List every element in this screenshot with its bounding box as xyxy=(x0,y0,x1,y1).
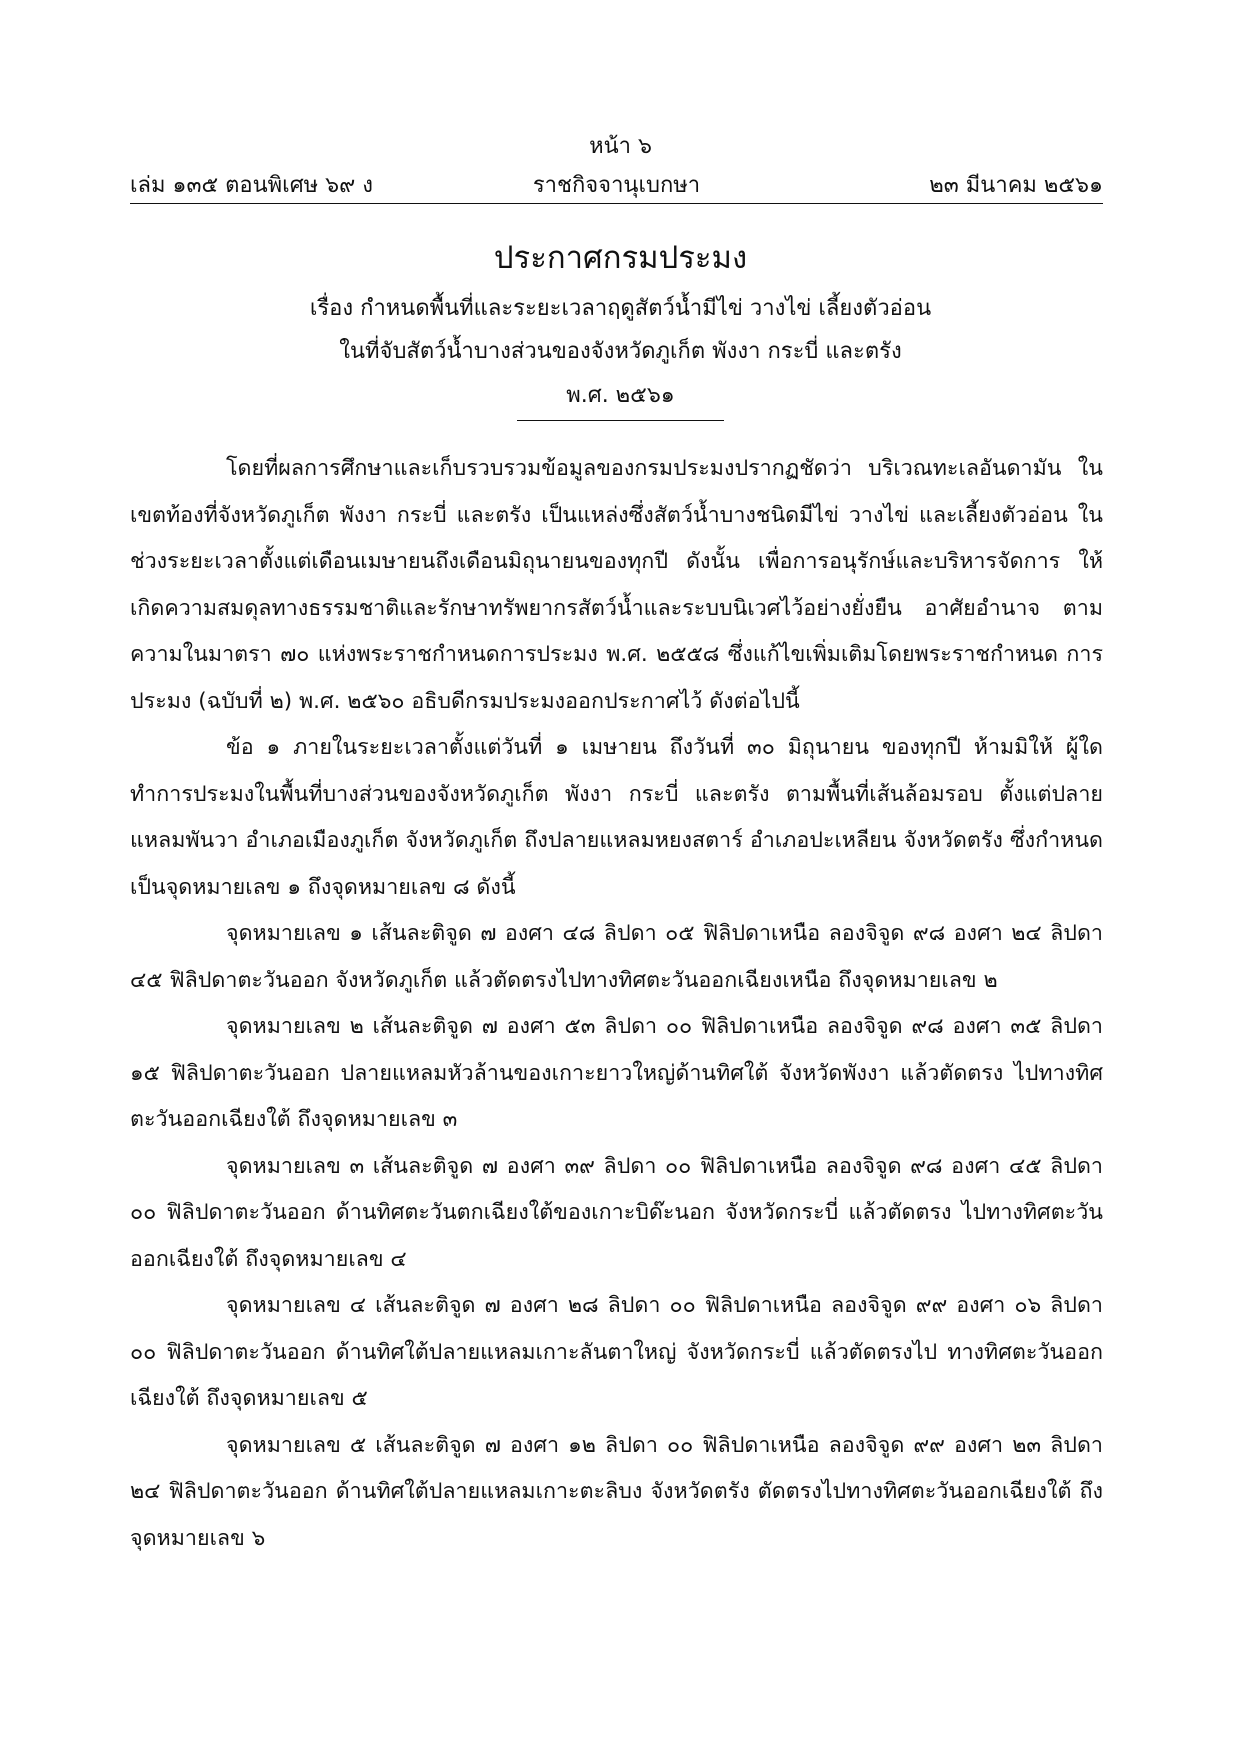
announcement-title: ประกาศกรมประมง xyxy=(493,240,748,276)
gazette-header xyxy=(130,167,1103,199)
paragraph-point-1: จุดหมายเลข ๑ เส้นละติจูด ๗ องศา ๔๘ ลิปดา ๐๕ ฟิลิปดาเหนือ ลองจิจูด ๙๘ องศา ๒๔ ลิปดา ๔๕ ฟิลิปดาตะวันออก จังหวัดภูเก็ต แล้วตัดตรงไปทางทิศตะวันออกเฉียงเหนือ ถึงจุดหมายเลข ๒ xyxy=(130,921,1103,993)
volume-issue: เล่ม ๑๓๕ ตอนพิเศษ ๖๙ ง xyxy=(130,173,373,198)
page-number: หน้า ๖ xyxy=(589,134,652,159)
paragraph-preamble: โดยที่ผลการศึกษาและเก็บรวบรวมข้อมูลของกรมประมงปรากฏชัดว่า บริเวณทะเลอันดามัน ในเขตท้องที่จังหวัดภูเก็ต พังงา กระบี่ และตรัง เป็นแหล่งซึ่งสัตว์น้ำบางชนิดมีไข่ วางไข่ และเลี้ยงตัวอ่อน ในช่วงระยะเวลาตั้งแต่เดือนเมษายนถึงเดือนมิถุนายนของทุกปี ดังนั้น เพื่อการอนุรักษ์และบริหารจัดการ ให้เกิดความสมดุลทางธรรมชาติและรักษาทรัพยากรสัตว์น้ำและระบบนิเวศไว้อย่างยั่งยืน อาศัยอำนาจ ตามความในมาตรา ๗๐ แห่งพระราชกำหนดการประมง พ.ศ. ๒๕๕๘ ซึ่งแก้ไขเพิ่มเติมโดยพระราชกำหนด การประมง (ฉบับที่ ๒) พ.ศ. ๒๕๖๐ อธิบดีกรมประมงออกประกาศไว้ ดังต่อไปนี้ xyxy=(130,456,1103,714)
publication-date: ๒๓ มีนาคม ๒๕๖๑ xyxy=(929,173,1103,198)
subject-line-1: เรื่อง กำหนดพื้นที่และระยะเวลาฤดูสัตว์น้ำมีไข่ วางไข่ เลี้ยงตัวอ่อน xyxy=(309,296,932,321)
subject-line-2: ในที่จับสัตว์น้ำบางส่วนของจังหวัดภูเก็ต พังงา กระบี่ และตรัง xyxy=(339,339,902,364)
header-divider xyxy=(130,203,1103,204)
publication-name: ราชกิจจานุเบกษา xyxy=(532,173,701,198)
paragraph-clause-1: ข้อ ๑ ภายในระยะเวลาตั้งแต่วันที่ ๑ เมษายน ถึงวันที่ ๓๐ มิถุนายน ของทุกปี ห้ามมิให้ ผู้ใดทำการประมงในพื้นที่บางส่วนของจังหวัดภูเก็ต พังงา กระบี่ และตรัง ตามพื้นที่เส้นล้อมรอบ ตั้งแต่ปลายแหลมพันวา อำเภอเมืองภูเก็ต จังหวัดภูเก็ต ถึงปลายแหลมหยงสตาร์ อำเภอปะเหลียน จังหวัดตรัง ซึ่งกำหนดเป็นจุดหมายเลข ๑ ถึงจุดหมายเลข ๘ ดังนี้ xyxy=(130,735,1103,900)
paragraph-point-3: จุดหมายเลข ๓ เส้นละติจูด ๗ องศา ๓๙ ลิปดา ๐๐ ฟิลิปดาเหนือ ลองจิจูด ๙๘ องศา ๔๕ ลิปดา ๐๐ ฟิลิปดาตะวันออก ด้านทิศตะวันตกเฉียงใต้ของเกาะบิด๊ะนอก จังหวัดกระบี่ แล้วตัดตรง ไปทางทิศตะวันออกเฉียงใต้ ถึงจุดหมายเลข ๔ xyxy=(130,1153,1103,1272)
paragraph-point-2: จุดหมายเลข ๒ เส้นละติจูด ๗ องศา ๕๓ ลิปดา ๐๐ ฟิลิปดาเหนือ ลองจิจูด ๙๘ องศา ๓๕ ลิปดา ๑๕ ฟิลิปดาตะวันออก ปลายแหลมหัวล้านของเกาะยาวใหญ่ด้านทิศใต้ จังหวัดพังงา แล้วตัดตรง ไปทางทิศตะวันออกเฉียงใต้ ถึงจุดหมายเลข ๓ xyxy=(130,1014,1103,1132)
paragraph-point-4: จุดหมายเลข ๔ เส้นละติจูด ๗ องศา ๒๘ ลิปดา ๐๐ ฟิลิปดาเหนือ ลองจิจูด ๙๙ องศา ๐๖ ลิปดา ๐๐ ฟิลิปดาตะวันออก ด้านทิศใต้ปลายแหลมเกาะลันตาใหญ่ จังหวัดกระบี่ แล้วตัดตรงไป ทางทิศตะวันออกเฉียงใต้ ถึงจุดหมายเลข ๕ xyxy=(130,1293,1103,1411)
document-body xyxy=(130,446,1103,1562)
announcement-year: พ.ศ. ๒๕๖๑ xyxy=(566,383,675,408)
title-divider xyxy=(517,420,724,421)
paragraph-point-5: จุดหมายเลข ๕ เส้นละติจูด ๗ องศา ๑๒ ลิปดา ๐๐ ฟิลิปดาเหนือ ลองจิจูด ๙๙ องศา ๒๓ ลิปดา ๒๔ ฟิลิปดาตะวันออก ด้านทิศใต้ปลายแหลมเกาะตะลิบง จังหวัดตรัง ตัดตรงไปทางทิศตะวันออกเฉียงใต้ ถึงจุดหมายเลข ๖ xyxy=(130,1432,1103,1551)
